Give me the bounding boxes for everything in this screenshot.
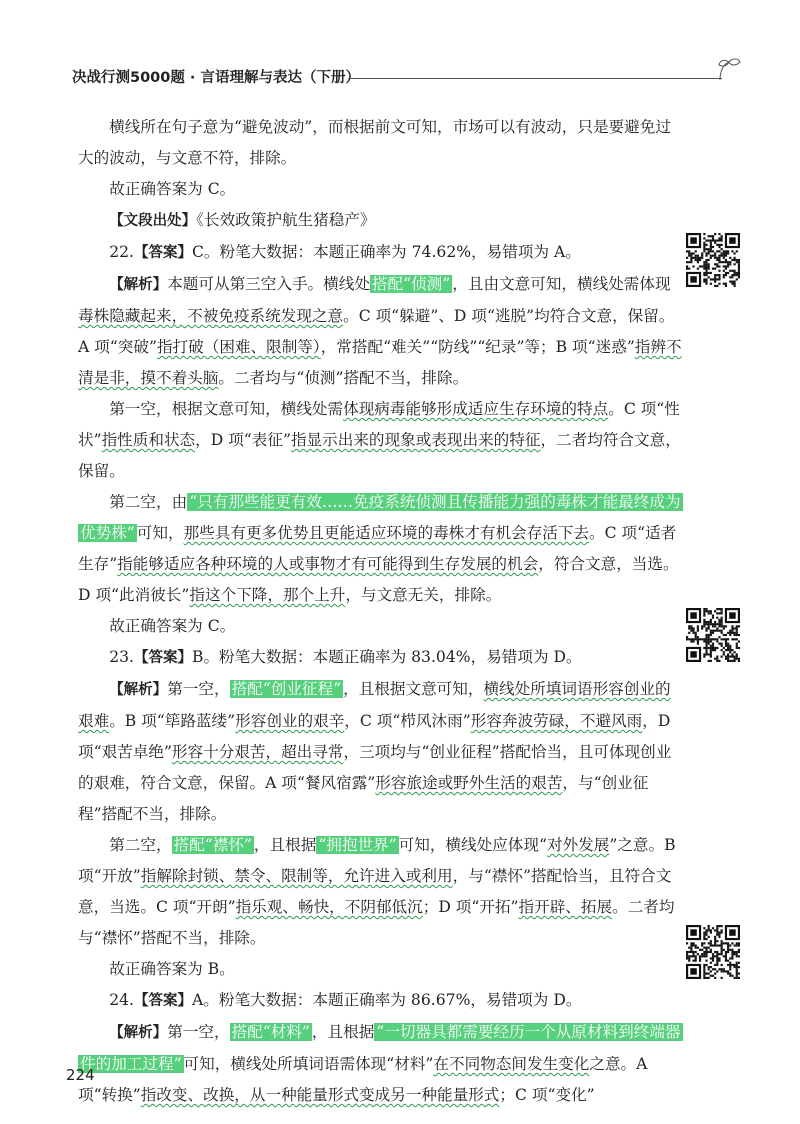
text: ，二者均符合文意，保留。 bbox=[78, 431, 681, 480]
text: ，D 项“表征” bbox=[195, 431, 291, 449]
answer-line-q23 bbox=[78, 642, 682, 674]
text: 可知， bbox=[136, 524, 184, 542]
text: 第一空， bbox=[167, 1023, 230, 1041]
source-tag: 【文段出处】 bbox=[109, 213, 197, 229]
text: ，且根据 bbox=[253, 836, 317, 854]
question-number: 24. bbox=[109, 991, 134, 1009]
wavy-underline: 指辨不清是非，摸不着头脑 bbox=[78, 338, 682, 387]
text: 第一空，根据文意可知，横线处需 bbox=[109, 400, 344, 418]
highlight: 搭配“侦测” bbox=[371, 275, 451, 293]
question-number: 23. bbox=[109, 648, 134, 666]
text: ，且根据 bbox=[311, 1023, 375, 1041]
highlight: “拥抱世界” bbox=[318, 836, 397, 854]
text: ，常搭配“难关”“防线”“纪录”等；B 项“迷惑” bbox=[320, 338, 635, 356]
text: 第二空， bbox=[109, 836, 172, 854]
text: ，与“创业征程”搭配不当，排除。 bbox=[78, 774, 649, 823]
answer-line-q22 bbox=[78, 237, 682, 269]
text: ，且根据文意可知， bbox=[343, 680, 484, 698]
answer-tag: 【答案】 bbox=[134, 650, 192, 666]
wavy-underline: 形容奔波劳碌，不避风雨 bbox=[470, 712, 643, 730]
text: ，符合文意，当选。D 项“此消彼长” bbox=[78, 555, 679, 604]
text: 。C 项“适者生存” bbox=[78, 524, 677, 573]
text: 。二者均与“襟怀”搭配不当，排除。 bbox=[78, 898, 675, 947]
answer-stats: C。粉笔大数据：本题正确率为 74.62%，易错项为 A。 bbox=[192, 243, 581, 261]
analysis-tag: 【解析】 bbox=[109, 277, 168, 293]
answer-line-q24 bbox=[78, 985, 682, 1017]
text: ，与“襟怀”搭配恰当，且符合文意，当选。C 项“开朗” bbox=[78, 867, 672, 916]
wavy-underline: 指这个下降，那个上升 bbox=[189, 586, 346, 604]
answer-explanations bbox=[78, 112, 682, 1111]
text: ，与文意无关，排除。 bbox=[345, 586, 502, 604]
analysis-q22 bbox=[78, 269, 682, 394]
running-header bbox=[62, 62, 742, 90]
wavy-underline: 对外发展 bbox=[546, 836, 610, 854]
answer-tag: 【答案】 bbox=[134, 993, 192, 1009]
wavy-underline: 指显示出来的现象或表现出来的特征 bbox=[290, 431, 541, 449]
analysis-q22-blank2 bbox=[78, 487, 682, 611]
answer-conclusion-q21: 故正确答案为 C。 bbox=[109, 180, 236, 198]
wavy-underline: 毒株隐藏起来，不被免疫系统发现之意 bbox=[78, 307, 344, 325]
answer-tag: 【答案】 bbox=[134, 245, 192, 261]
text: 。二者均与“侦测”搭配不当，排除。 bbox=[218, 369, 469, 387]
page-number: 224 bbox=[66, 1066, 95, 1084]
source-line bbox=[78, 205, 682, 237]
analysis-tag: 【解析】 bbox=[109, 682, 168, 698]
wavy-underline: 在不同物态间发生变化 bbox=[433, 1055, 590, 1073]
text: ”之意。B 项“开放” bbox=[78, 836, 676, 885]
text: 第一空， bbox=[167, 680, 230, 698]
text: ；D 项“开拓” bbox=[422, 898, 519, 916]
qr-code-q22[interactable] bbox=[686, 233, 740, 287]
answer-stats: B。粉笔大数据：本题正确率为 83.04%，易错项为 D。 bbox=[192, 648, 582, 666]
analysis-q24 bbox=[78, 1017, 682, 1111]
book-title: 决战行测5000题 · 言语理解与表达（下册） bbox=[72, 70, 360, 86]
question-number: 22. bbox=[109, 243, 134, 261]
text: ，三项均与“创业征程”搭配恰当，且可体现创业的艰难，符合文意，保留。A 项“餐风宿露” bbox=[78, 743, 672, 792]
wavy-underline: 那些具有更多优势且更能适应环境的毒株才有机会存活下去 bbox=[183, 524, 590, 542]
wavy-underline: 形容旅途或野外生活的艰苦 bbox=[375, 774, 563, 792]
analysis-q22-blank1 bbox=[78, 394, 682, 487]
sprout-leaf-icon bbox=[714, 56, 744, 86]
text: 。B 项“筚路蓝缕” bbox=[109, 712, 236, 730]
qr-code-q23[interactable] bbox=[686, 608, 740, 662]
text: 本题可从第三空入手。横线处 bbox=[167, 275, 370, 293]
text: 第二空，由 bbox=[109, 493, 188, 511]
analysis-q23-blank2 bbox=[78, 830, 682, 954]
text: ，C 项“栉风沐雨” bbox=[344, 712, 471, 730]
answer-conclusion-q22: 故正确答案为 C。 bbox=[109, 617, 236, 635]
wavy-underline: 体现病毒能够形成适应生存环境的特点 bbox=[343, 400, 609, 418]
wavy-underline: 指解除封锁、禁令、限制等，允许进入或利用 bbox=[140, 867, 453, 885]
answer-conclusion-q23: 故正确答案为 B。 bbox=[109, 960, 235, 978]
qr-code-q24[interactable] bbox=[686, 925, 740, 979]
paragraph-q21-tail bbox=[78, 112, 682, 174]
highlight: “只有那些能更有效……免疫系统侦测且传播能力强的毒株才能最终成为优势株” bbox=[80, 493, 681, 542]
text: 。C 项“性状” bbox=[78, 400, 680, 449]
wavy-underline: 形容十分艰苦，超出寻常 bbox=[171, 743, 344, 761]
wavy-underline: 指改变、改换，从一种能量形式变成另一种能量形式 bbox=[140, 1086, 500, 1104]
highlight: 搭配“创业征程” bbox=[231, 680, 342, 698]
text: 横线所在句子意为“避免波动”，而根据前文可知，市场可以有波动，只是要避免过大的波动，与文意不符，排除。 bbox=[78, 118, 671, 167]
text: ，且由文意可知，横线处需体现 bbox=[452, 275, 671, 293]
text: 。C 项“躲避”、D 项“逃脱”均符合文意，保留。A 项“突破” bbox=[78, 307, 675, 356]
wavy-underline: 指开辟、拓展 bbox=[518, 898, 613, 916]
analysis-tag: 【解析】 bbox=[109, 1025, 168, 1041]
highlight: “一切器具都需要经历一个从原材料到终端器件的加工过程” bbox=[80, 1023, 681, 1073]
text: ；C 项“变化” bbox=[499, 1086, 595, 1104]
highlight: 搭配“材料” bbox=[231, 1023, 310, 1041]
header-rule bbox=[348, 78, 722, 79]
source-title: 《长效政策护航生猪稳产》 bbox=[196, 211, 376, 229]
wavy-underline: 横线处所填词语形容创业的艰难 bbox=[78, 680, 671, 730]
wavy-underline: 指打破（困难、限制等） bbox=[156, 338, 321, 356]
wavy-underline: 指能够适应各种环境的人或事物才有可能得到生存发展的机会 bbox=[117, 555, 539, 573]
text: ，D 项“艰苦卓绝” bbox=[78, 712, 671, 761]
analysis-q23-blank1 bbox=[78, 674, 682, 830]
wavy-underline: 形容创业的艰辛 bbox=[235, 712, 345, 730]
highlight: 搭配“襟怀” bbox=[173, 836, 252, 854]
answer-stats: A。粉笔大数据：本题正确率为 86.67%，易错项为 D。 bbox=[192, 991, 582, 1009]
text: 可知，横线处应体现“ bbox=[398, 836, 547, 854]
text: 可知，横线处所填词语需体现“材料” bbox=[183, 1055, 434, 1073]
text: 之意。A 项“转换” bbox=[78, 1055, 648, 1104]
wavy-underline: 指性质和状态 bbox=[101, 431, 196, 449]
wavy-underline: 指乐观、畅快，不阴郁低沉 bbox=[235, 898, 423, 916]
